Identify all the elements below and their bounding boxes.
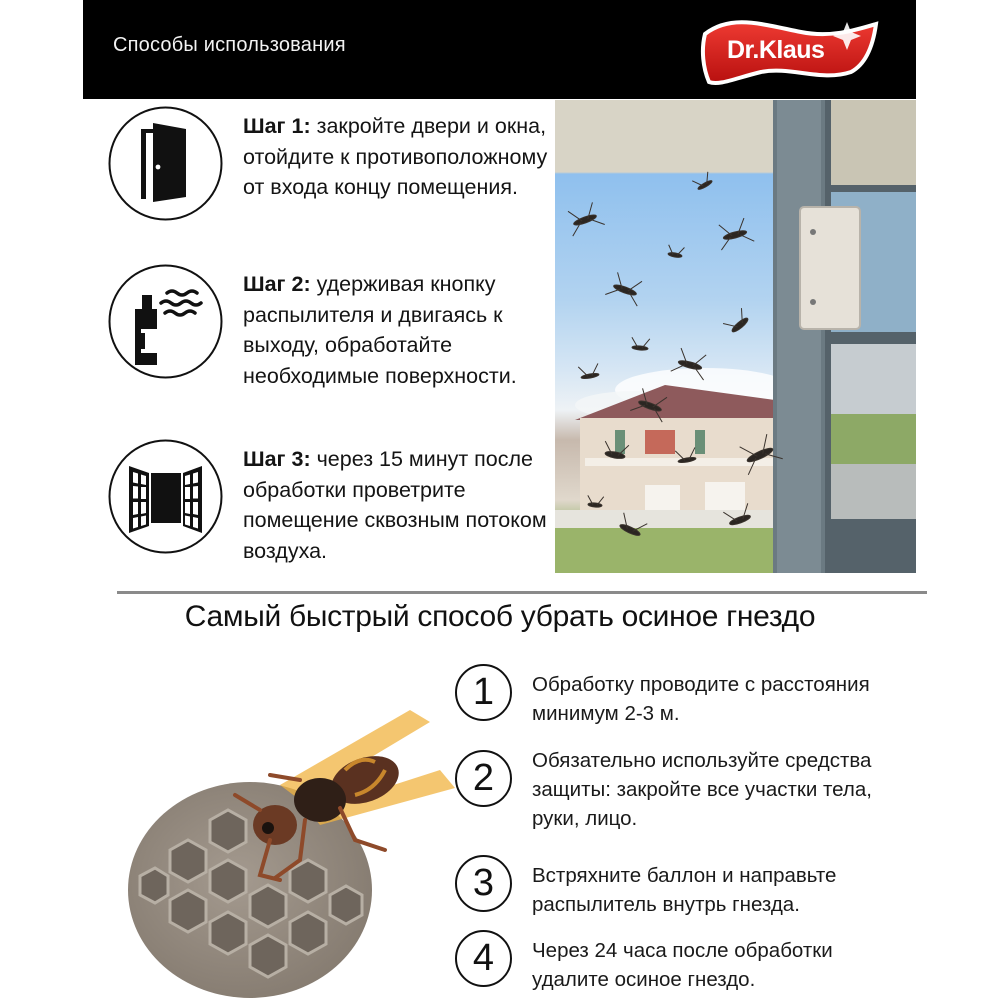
step-2-label: Шаг 2: — [243, 272, 311, 296]
header-bar — [83, 0, 916, 99]
step-1-text: Шаг 1: закройте двери и окна, отойдите к противоположному от входа концу помещения. — [243, 114, 548, 199]
window-icon — [107, 438, 224, 555]
door-icon — [107, 105, 224, 222]
spray-icon — [107, 263, 224, 380]
section-title: Самый быстрый способ убрать осиное гнездо — [184, 600, 816, 633]
number-circle-icon: 3 — [455, 855, 512, 912]
tip-3-text: Встряхните баллон и направьте распылитель внутрь гнезда. — [532, 864, 837, 916]
tip-1-text: Обработку проводите с расстояния минимум 2-3 м. — [532, 673, 870, 725]
mosquito-window-photo — [555, 100, 916, 573]
tip-4-text: Через 24 часа после обработки удалите осиное гнездо. — [532, 939, 833, 991]
section-divider — [117, 591, 927, 594]
wasp-nest-image — [110, 700, 470, 1000]
step-3-label: Шаг 3: — [243, 447, 311, 471]
header-title: Способы использования — [113, 34, 346, 56]
step-2-text: Шаг 2: удерживая кнопку распылителя и двигаясь к выходу, обработайте необходимые поверхности. — [243, 272, 517, 388]
step-1-label: Шаг 1: — [243, 114, 311, 138]
number-circle-icon: 2 — [455, 750, 512, 807]
tip-2-text: Обязательно используйте средства защиты: закройте все участки тела, руки, лицо. — [532, 749, 872, 830]
dr-klaus-logo — [691, 10, 886, 90]
number-circle-icon: 4 — [455, 930, 512, 987]
step-3-text: Шаг 3: через 15 минут после обработки проветрите помещение сквозным потоком воздуха. — [243, 447, 547, 563]
logo-text: Dr.Klaus — [727, 36, 825, 64]
number-circle-icon: 1 — [455, 664, 512, 721]
